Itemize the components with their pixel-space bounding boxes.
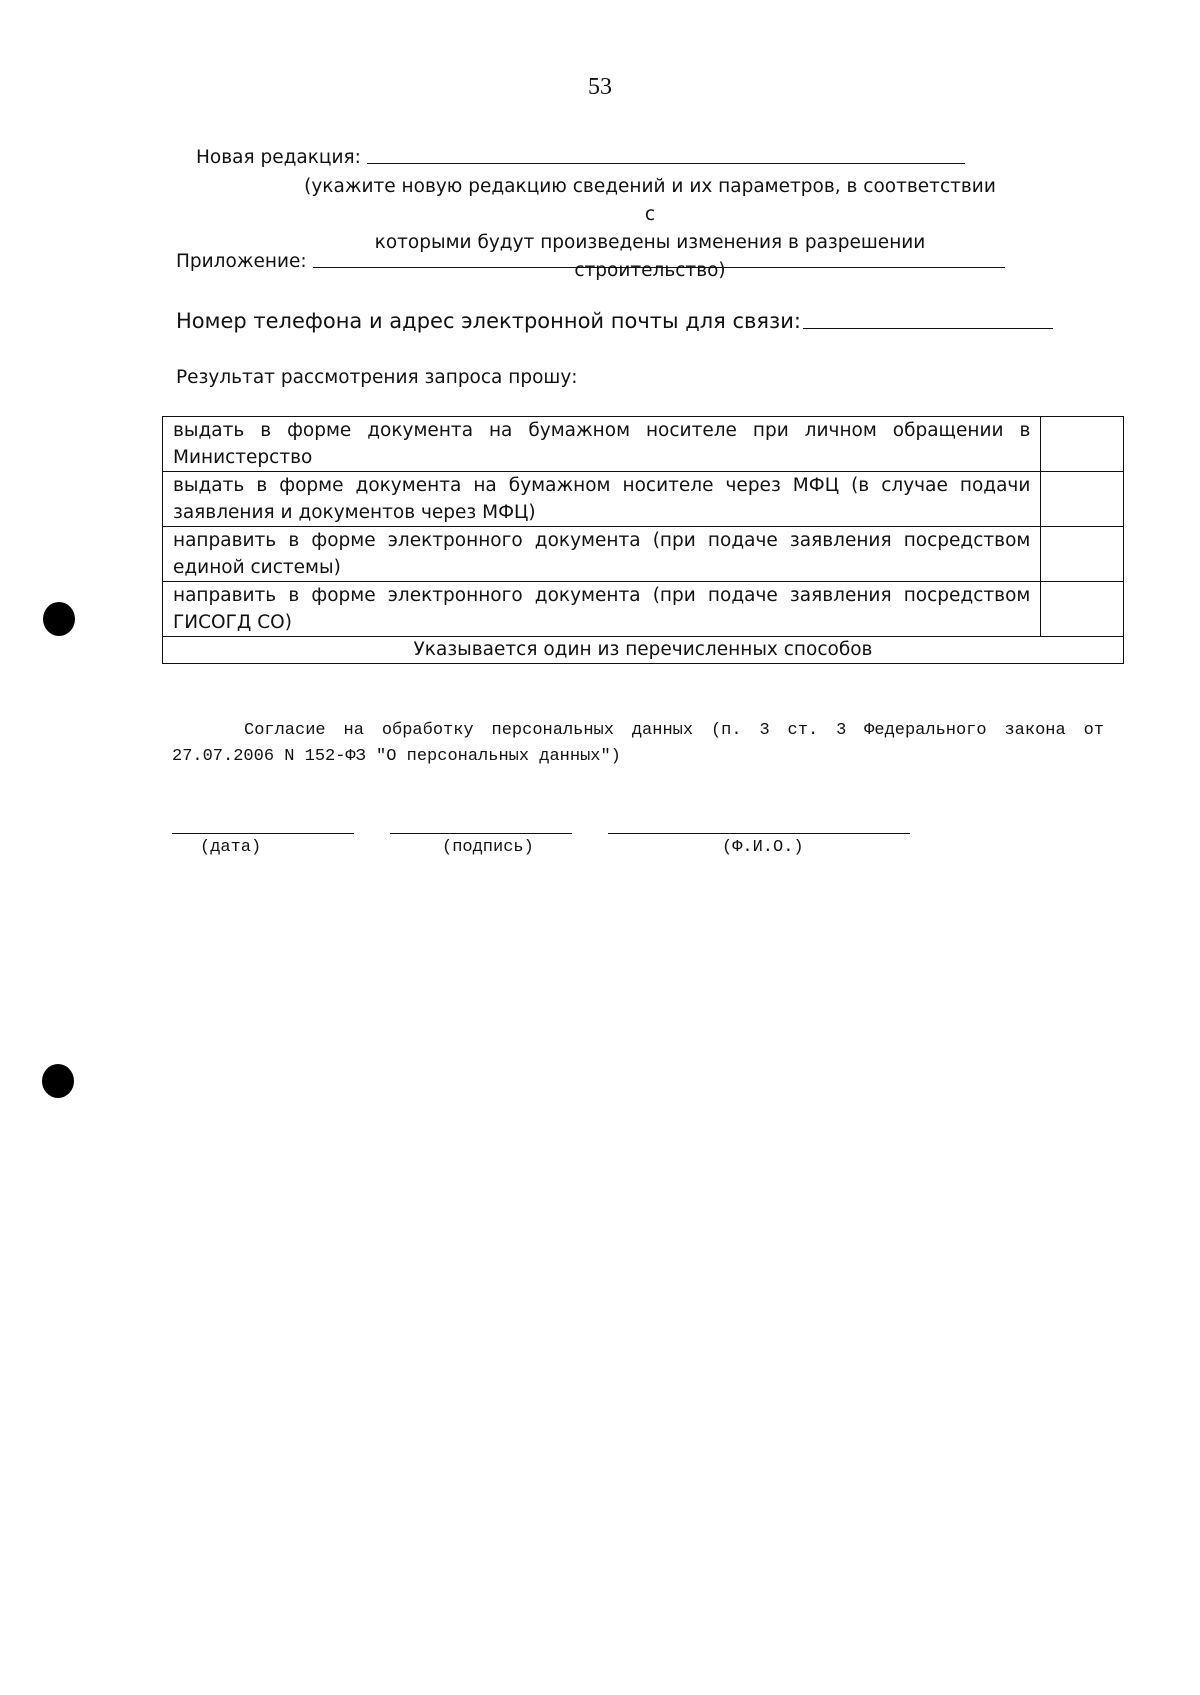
attachment-row [176,251,1005,272]
signature-label: (подпись) [442,838,534,857]
contact-row [176,309,1053,333]
option-checkbox-cell[interactable] [1041,417,1124,472]
attachment-label: Приложение: [176,251,307,272]
consent-text: Согласие на обработку персональных данных (п. 3 ст. 3 Федерального закона от 27.07.2006 N 152-ФЗ "О персональных данных") [172,721,1104,766]
option-checkbox-cell[interactable] [1041,582,1124,637]
option-text: направить в форме электронного документа (при подаче заявления посредством единой системы) [163,527,1041,582]
option-text: выдать в форме документа на бумажном носителе при личном обращении в Министерство [163,417,1041,472]
attachment-field[interactable] [313,267,1005,268]
option-checkbox-cell[interactable] [1041,527,1124,582]
new-edition-hint-line1: (укажите новую редакцию сведений и их параметров, в соответствии с [304,176,996,225]
contact-label: Номер телефона и адрес электронной почты для связи: [176,309,801,333]
consent-block [172,718,1104,770]
result-options-table [162,416,1124,664]
full-name-label: (Ф.И.О.) [722,838,804,857]
result-row [176,367,578,388]
signature-line[interactable] [390,833,572,834]
option-row [163,472,1124,527]
option-row [163,527,1124,582]
punch-hole-top [43,602,75,636]
option-row [163,417,1124,472]
option-text: выдать в форме документа на бумажном носителе через МФЦ (в случае подачи заявления и документов через МФЦ) [163,472,1041,527]
date-label: (дата) [200,838,262,857]
contact-field[interactable] [803,328,1053,329]
punch-hole-bottom [42,1064,74,1098]
options-note-row [163,637,1124,664]
full-name-line[interactable] [608,833,910,834]
option-row [163,582,1124,637]
new-edition-hint-line2: которыми будут произведены изменения в разрешении строительство) [374,232,926,281]
option-text: направить в форме электронного документа (при подаче заявления посредством ГИСОГД СО) [163,582,1041,637]
new-edition-label: Новая редакция: [196,147,361,168]
page-number: 53 [588,74,612,100]
new-edition-field[interactable] [367,163,965,164]
result-label: Результат рассмотрения запроса прошу: [176,367,578,388]
option-checkbox-cell[interactable] [1041,472,1124,527]
date-line[interactable] [172,833,354,834]
new-edition-row [196,147,965,168]
options-note: Указывается один из перечисленных способов [163,637,1124,664]
